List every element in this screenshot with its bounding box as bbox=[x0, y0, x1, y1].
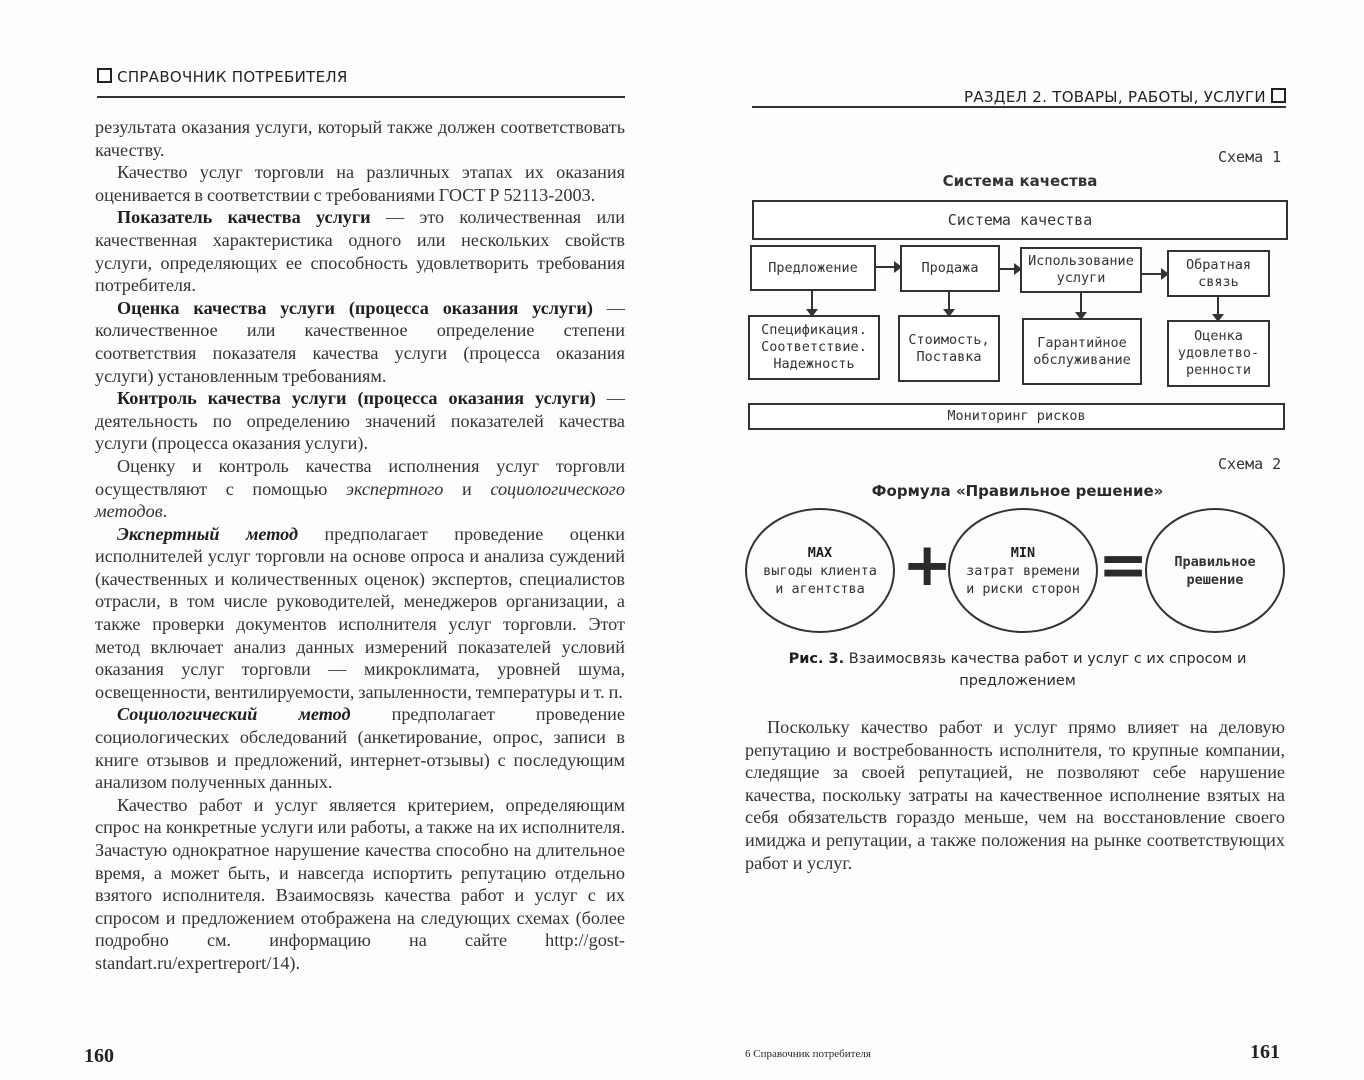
arrow-down-icon bbox=[1080, 293, 1082, 318]
square-bullet-icon bbox=[97, 68, 112, 83]
result-box-warranty: Гарантийное обслуживание bbox=[1022, 318, 1142, 385]
paragraph bbox=[95, 523, 625, 704]
scheme2-title: Формула «Правильное решение» bbox=[871, 482, 1164, 500]
plus-icon: + bbox=[902, 530, 953, 600]
arrow-down-icon bbox=[811, 291, 813, 315]
caption-label: Рис. 3. bbox=[788, 651, 845, 667]
scheme1-label: Схема 1 bbox=[1218, 148, 1282, 166]
arrow-down-icon bbox=[948, 292, 950, 315]
result-box-specification: Спецификация. Соответствие. Надежность bbox=[748, 315, 880, 380]
paragraph: Поскольку качество работ и услуг прямо влияет на деловую репутацию и востребованность исполнителя, то крупные компании, следящие за своей репутацией, не позволяют себе нарушение качества, поскольку затраты на качественное исполнение взятых на себя обязательств гораздо меньше, чем на восстановление своего имиджа и репутации, а также положения на рынке соответствующих работ и услуг. bbox=[745, 717, 1285, 873]
paragraph-text: предполагает проведение социологических обследований (анкетирование, опрос, записи в книге отзывов и предложений, интернет-отзывы) с последующим анализом полученных данных. bbox=[95, 704, 625, 793]
paragraph-text: и bbox=[443, 478, 491, 499]
right-body-text bbox=[745, 716, 1285, 874]
stage-box-usage: Использование услуги bbox=[1020, 247, 1142, 293]
paragraph bbox=[95, 703, 625, 793]
term: Показатель качества услуги bbox=[117, 207, 371, 228]
paragraph-text: — деятельность по определению значений показателей качества услуги (процесса оказания услуги). bbox=[95, 388, 625, 454]
paragraph-text: — количественное или качественное определение степени соответствия показателя качества услуги (процесса оказания услуги) установленным требованиям. bbox=[95, 297, 625, 386]
square-bullet-icon bbox=[1271, 88, 1286, 103]
stage-box-feedback: Обратная связь bbox=[1167, 250, 1270, 297]
stage-box-sale: Продажа bbox=[900, 245, 1000, 292]
term: Оценка качества услуги (процесса оказания услуги) bbox=[117, 297, 593, 318]
circle-text: затрат времени и риски сторон bbox=[966, 562, 1080, 597]
header-text: РАЗДЕЛ 2. ТОВАРЫ, РАБОТЫ, УСЛУГИ bbox=[963, 88, 1266, 106]
paragraph-text: Качество услуг торговли на различных этапах их оказания оценивается в соответствии с требованиями ГОСТ Р 52113-2003. bbox=[95, 162, 625, 205]
header-rule bbox=[97, 96, 625, 98]
term: Социологический метод bbox=[117, 704, 351, 725]
paragraph-text: Качество работ и услуг является критерием, определяющим спрос на конкретные услуги или работы, а также на их исполнителя. Зачастую однократное нарушение качества способно на длительное время, а может быть, и навсегда испортить репутацию отдельно взятого исполнителя. Взаимосвязь качества работ и услуг с их спросом и предложением отображена на следующих схемах (более подробно см. информацию на сайте http://gost-standart.ru/expertreport/14). bbox=[95, 794, 625, 973]
emphasis: социологического методов bbox=[95, 478, 625, 522]
paragraph-text: — это количественная или качественная характеристика одного или нескольких свойств услуги, определяющих ее способность удовлетворить требования потребителя. bbox=[95, 207, 625, 296]
paragraph bbox=[95, 161, 625, 206]
arrow-right-icon bbox=[1000, 268, 1020, 270]
paragraph-text: результата оказания услуги, который также должен соответствовать качеству. bbox=[95, 117, 625, 160]
circle-text: Правильное решение bbox=[1174, 553, 1256, 588]
paragraph bbox=[95, 206, 625, 296]
header-text: СПРАВОЧНИК ПОТРЕБИТЕЛЯ bbox=[117, 68, 348, 86]
result-box-cost: Стоимость, Поставка bbox=[898, 315, 1000, 382]
arrow-right-icon bbox=[876, 266, 900, 268]
quality-system-box: Система качества bbox=[752, 200, 1288, 240]
circle-text: выгоды клиента и агентства bbox=[763, 562, 877, 597]
right-running-header bbox=[964, 88, 1286, 106]
max-benefit-circle bbox=[745, 508, 895, 633]
result-box-satisfaction: Оценка удовлетво-ренности bbox=[1167, 320, 1270, 387]
equals-icon: = bbox=[1098, 530, 1149, 600]
paragraph bbox=[95, 455, 625, 523]
term: Экспертный метод bbox=[117, 523, 299, 544]
left-body-text bbox=[95, 116, 625, 975]
scheme2-label: Схема 2 bbox=[1218, 455, 1282, 473]
header-rule bbox=[752, 106, 1286, 108]
min-cost-circle bbox=[948, 508, 1098, 633]
paragraph bbox=[95, 794, 625, 975]
stage-box-offer: Предложение bbox=[750, 245, 876, 291]
paragraph bbox=[95, 116, 625, 161]
left-running-header bbox=[97, 68, 348, 86]
term: Контроль качества услуги (процесса оказания услуги) bbox=[117, 388, 596, 409]
circle-head: MIN bbox=[1010, 544, 1036, 561]
figure-caption bbox=[755, 648, 1280, 692]
emphasis: экспертного bbox=[346, 478, 444, 499]
arrow-right-icon bbox=[1142, 273, 1167, 275]
page-number-right: 161 bbox=[1250, 1041, 1280, 1063]
circle-head: MAX bbox=[807, 544, 833, 561]
caption-text: Взаимосвязь качества работ и услуг с их спросом и предложением bbox=[844, 651, 1247, 689]
page-number-left: 160 bbox=[84, 1045, 114, 1067]
scheme1-title: Система качества bbox=[942, 172, 1098, 190]
paragraph-text: . bbox=[162, 501, 168, 522]
arrow-down-icon bbox=[1217, 297, 1219, 320]
paragraph bbox=[95, 387, 625, 455]
right-decision-circle bbox=[1145, 508, 1285, 633]
page-footer: 6 Справочник потребителя bbox=[745, 1048, 871, 1060]
paragraph-text: Оценку и контроль качества исполнения услуг торговли осуществляют с помощью bbox=[95, 455, 625, 499]
risk-monitoring-box: Мониторинг рисков bbox=[748, 403, 1285, 430]
paragraph bbox=[95, 297, 625, 387]
paragraph-text: предполагает проведение оценки исполнителей услуг торговли на основе опроса и анализа суждений (качественных и количественных оценок) экспертов, специалистов отрасли, в том числе руководителей, менеджеров организации, а также проверки документов исполнителя услуг торговли. Этот метод включает анализ данных измерений показателей условий оказания услуг торговли — микроклимата, уровней шума, освещенности, вентилируемости, запыленности, температуры и т. п. bbox=[95, 523, 626, 702]
